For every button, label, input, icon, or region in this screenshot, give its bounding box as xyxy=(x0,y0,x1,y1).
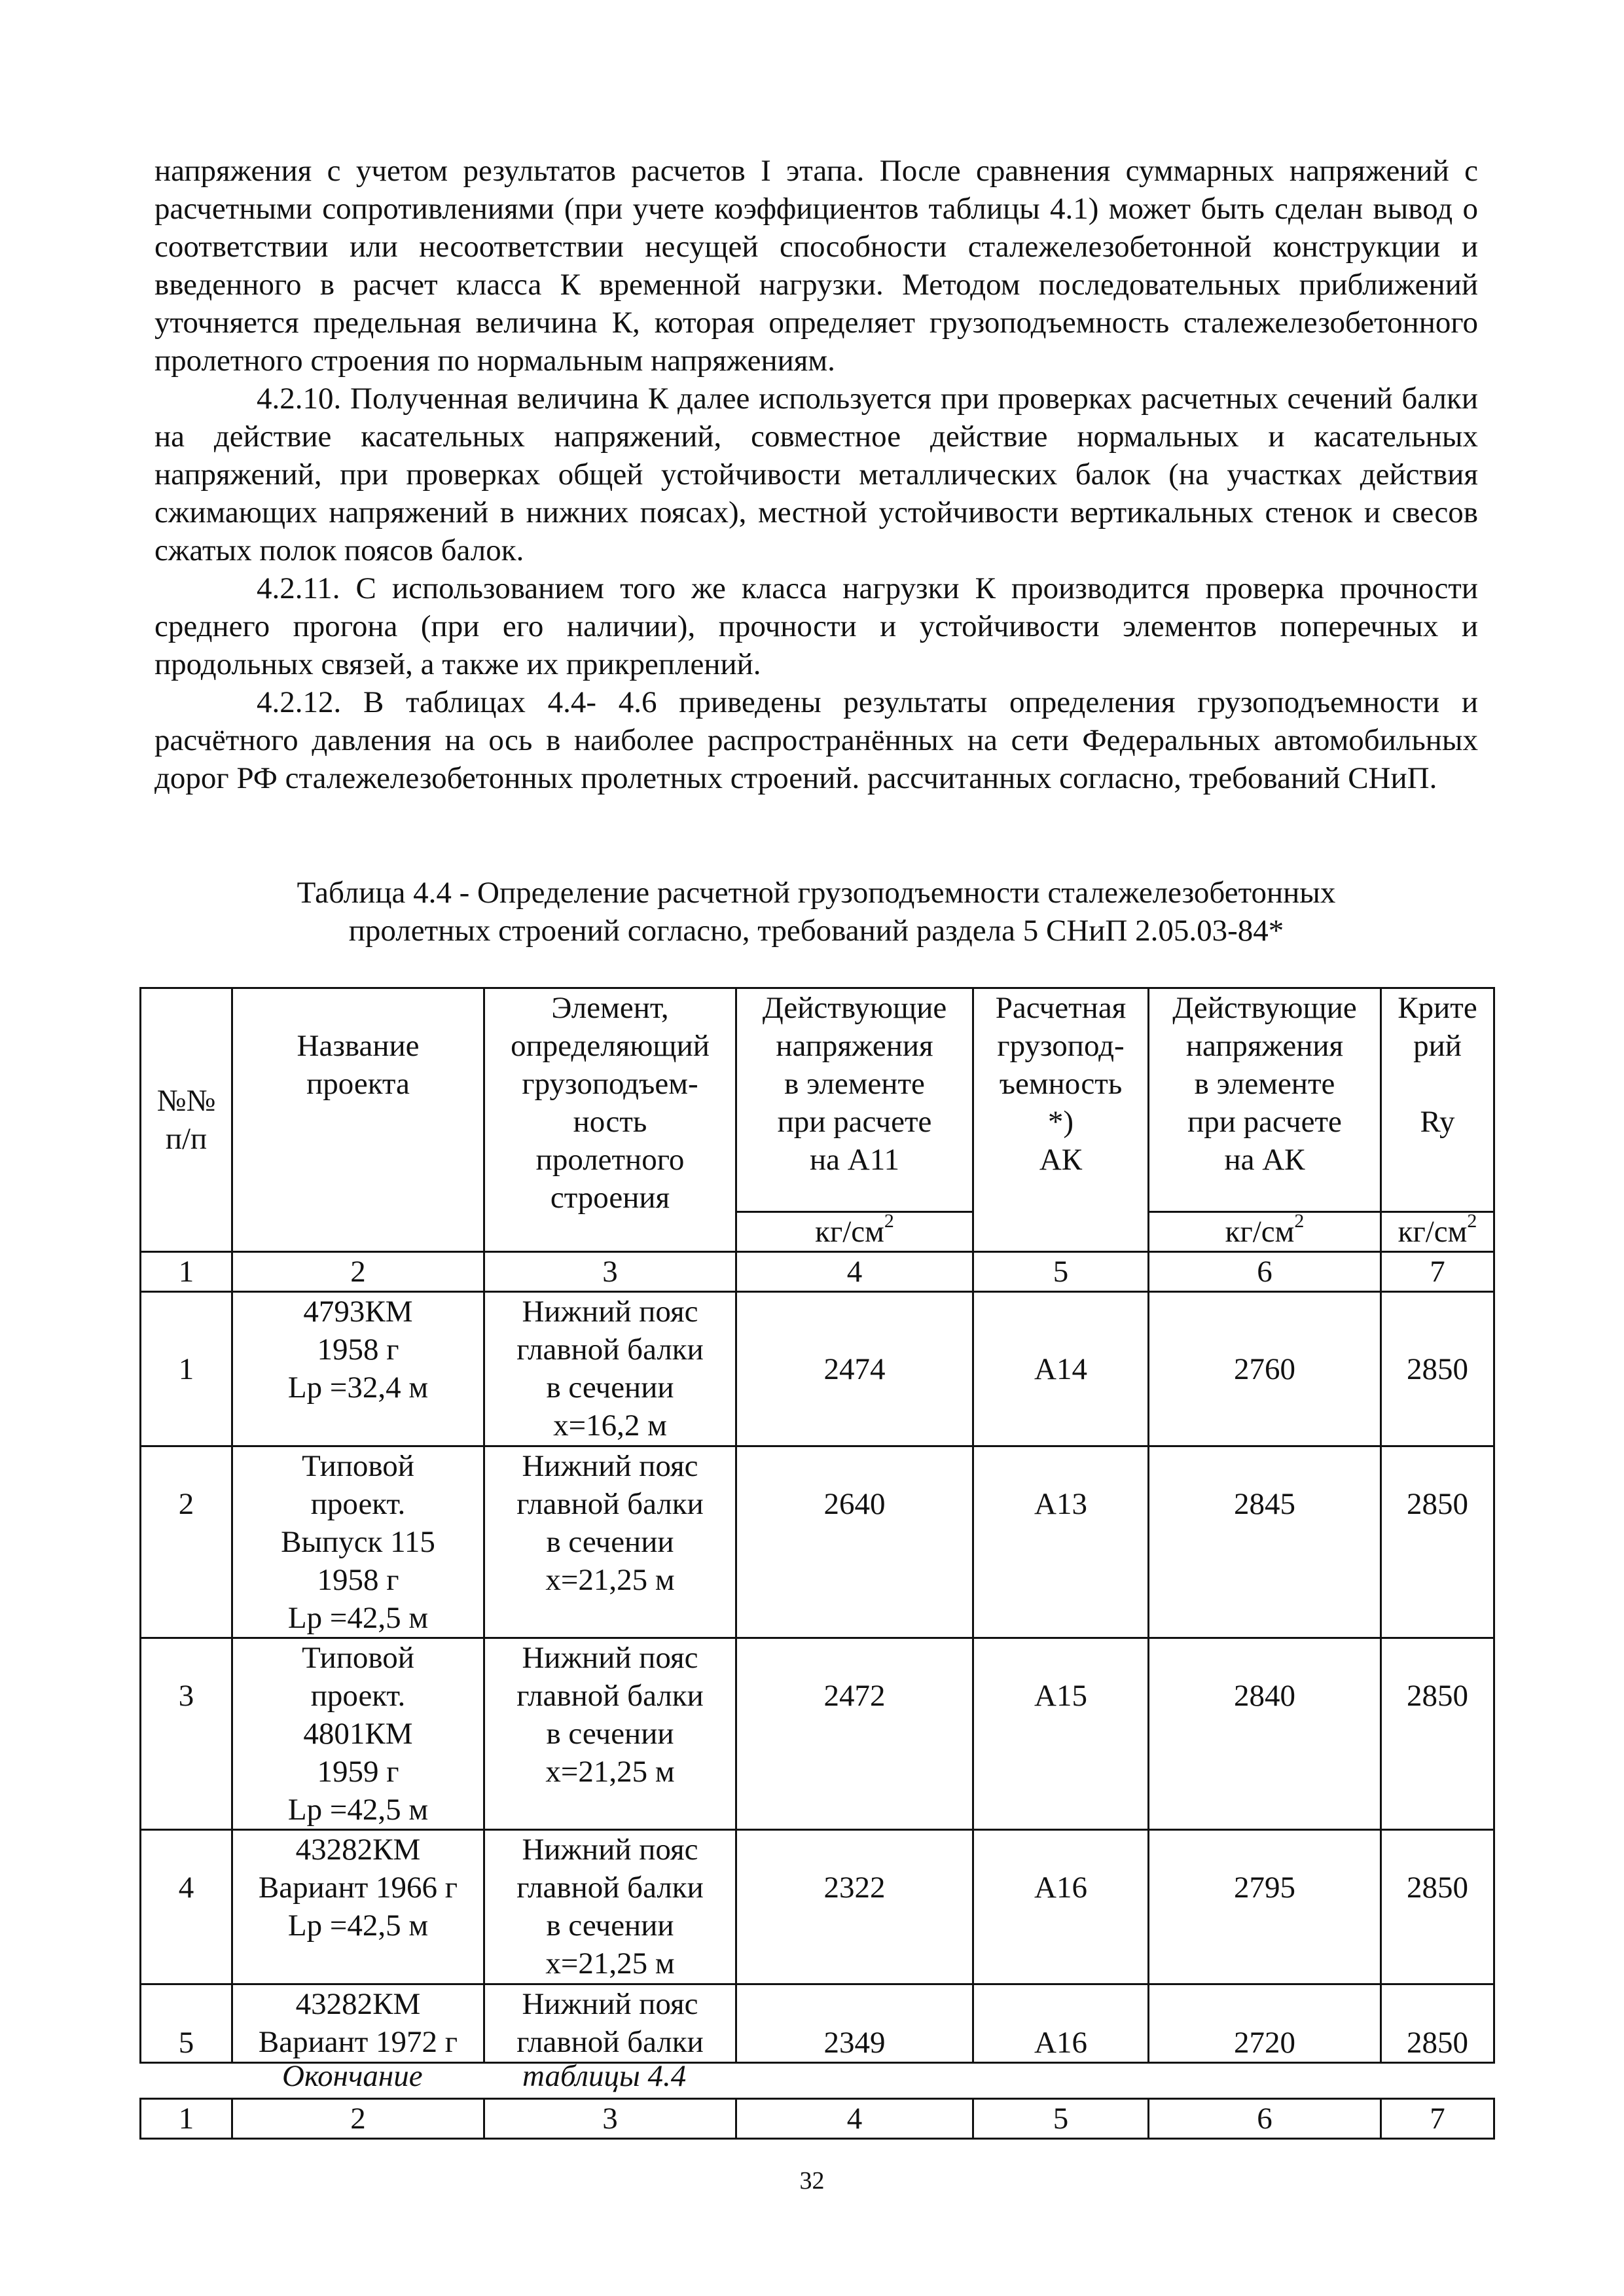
unit-cell: $кг/см^2$ xyxy=(736,1212,973,1252)
unit-cell: $кг/см^2$ xyxy=(1149,1212,1381,1252)
ak-stress-cell: 2795 xyxy=(1149,1830,1381,1984)
header-line: проекта xyxy=(306,1067,410,1101)
ak-stress-cell: 2845 xyxy=(1149,1446,1381,1638)
project-line: Lp =42,5 м xyxy=(287,1909,429,1943)
header-line: рий xyxy=(1413,1029,1462,1063)
column-number: 5 xyxy=(973,2099,1149,2139)
header-cell-capacity xyxy=(973,988,1149,1252)
criterion-cell: 2850 xyxy=(1381,1292,1494,1446)
row-number: 1 xyxy=(141,1292,232,1446)
row-number: 2 xyxy=(141,1446,232,1638)
header-cell-project xyxy=(232,988,484,1252)
element-line: Нижний пояс xyxy=(522,1987,698,2021)
ak-stress-cell: 2760 xyxy=(1149,1292,1381,1446)
element-line: главной балки xyxy=(516,1333,704,1367)
project-line: Lp =42,5 м xyxy=(287,1601,429,1635)
project-cell xyxy=(232,1638,484,1830)
header-line: №№ xyxy=(156,1084,216,1118)
header-line: Ry xyxy=(1420,1105,1455,1139)
column-number: 7 xyxy=(1381,2099,1494,2139)
element-line: главной балки xyxy=(516,1487,704,1521)
element-cell xyxy=(484,1638,736,1830)
element-cell xyxy=(484,1830,736,1984)
project-line: проект. xyxy=(310,1487,406,1521)
element-line: Нижний пояс xyxy=(522,1641,698,1675)
capacity-cell: А15 xyxy=(973,1638,1149,1830)
continuation-word-1: Окончание xyxy=(282,2059,423,2093)
a11-stress-cell: 2472 xyxy=(736,1638,973,1830)
column-number: 5 xyxy=(973,1252,1149,1292)
column-number-row xyxy=(141,1252,1494,1292)
header-row xyxy=(141,988,1494,1212)
row-number: 4 xyxy=(141,1830,232,1984)
element-line: x=21,25 м xyxy=(545,1946,675,1981)
page-number: 32 xyxy=(799,2167,825,2195)
project-cell xyxy=(232,1984,484,2063)
project-line: Lp =32,4 м xyxy=(287,1371,429,1405)
header-line: ность xyxy=(573,1105,647,1139)
element-line: x=21,25 м xyxy=(545,1563,675,1597)
element-line: в сечении xyxy=(546,1525,674,1559)
ak-stress-cell: 2840 xyxy=(1149,1638,1381,1830)
table-row xyxy=(141,1638,1494,1830)
column-number: 3 xyxy=(484,1252,736,1292)
element-cell xyxy=(484,1446,736,1638)
project-cell xyxy=(232,1292,484,1446)
header-line: на А11 xyxy=(810,1143,899,1177)
header-line: *) xyxy=(1047,1105,1074,1139)
element-line: Нижний пояс xyxy=(522,1833,698,1867)
header-line: п/п xyxy=(165,1122,208,1156)
element-line: x=16,2 м xyxy=(553,1408,667,1443)
capacity-cell: А16 xyxy=(973,1830,1149,1984)
column-number: 1 xyxy=(141,1252,232,1292)
project-line: 1959 г xyxy=(317,1755,399,1789)
element-line: в сечении xyxy=(546,1371,674,1405)
a11-stress-cell: 2640 xyxy=(736,1446,973,1638)
header-line: Действующие xyxy=(762,991,947,1025)
project-line: Вариант 1972 г xyxy=(258,2025,458,2059)
element-line: x=21,25 м xyxy=(545,1755,675,1789)
a11-stress-cell: 2322 xyxy=(736,1830,973,1984)
paragraph-1: напряжения с учетом результатов расчетов I этапа. После сравнения суммарных напряжений с расчетными сопротивлениями (при учете коэффициентов таблицы 4.1) может быть сделан вывод о соответствии или несоответствии несущей способности сталежелезобетонной конструкции и введенного в расчет класса К временной нагрузки. Методом последовательных приближений уточняется предельная величина К, которая определяет грузоподъемность сталежелезобетонного пролетного строения по нормальным напряжениям. xyxy=(154,154,1478,378)
element-line: главной балки xyxy=(516,1871,704,1905)
project-line: Типовой xyxy=(302,1449,414,1483)
table-caption-line-1: Таблица 4.4 - Определение расчетной грузоподъемности сталежелезобетонных xyxy=(297,876,1336,910)
column-number: 3 xyxy=(484,2099,736,2139)
header-line: Название xyxy=(297,1029,420,1063)
header-line: грузоподъем- xyxy=(522,1067,698,1101)
capacity-table xyxy=(139,987,1495,2064)
header-line: при расчете xyxy=(1187,1105,1342,1139)
header-line: Крите xyxy=(1398,991,1477,1025)
header-cell-element xyxy=(484,988,736,1252)
criterion-cell: 2850 xyxy=(1381,1830,1494,1984)
paragraph-4-2-12: 4.2.12. В таблицах 4.4- 4.6 приведены результаты определения грузоподъемности и расчётного давления на ось в наиболее распространённых на сети Федеральных автомобильных дорог РФ сталежелезобетонных пролетных строений. рассчитанных согласно, требований СНиП. xyxy=(154,685,1478,795)
element-cell xyxy=(484,1292,736,1446)
criterion-cell: 2850 xyxy=(1381,1638,1494,1830)
header-line: напряжения xyxy=(1185,1029,1344,1063)
criterion-cell: 2850 xyxy=(1381,1446,1494,1638)
header-line: ъемность xyxy=(999,1067,1123,1101)
capacity-cell: А14 xyxy=(973,1292,1149,1446)
column-number-row xyxy=(141,2099,1494,2139)
column-number: 4 xyxy=(736,2099,973,2139)
project-line: Выпуск 115 xyxy=(281,1525,435,1559)
row-number: 5 xyxy=(141,1984,232,2063)
column-number: 7 xyxy=(1381,1252,1494,1292)
header-cell-number xyxy=(141,988,232,1252)
header-line xyxy=(1384,1065,1490,1103)
element-line: главной балки xyxy=(516,2025,704,2059)
a11-stress-cell: 2349 xyxy=(736,1984,973,2063)
element-line: в сечении xyxy=(546,1717,674,1751)
paragraph-4-2-10: 4.2.10. Полученная величина К далее используется при проверках расчетных сечений балки на действие касательных напряжений, совместное действие нормальных и касательных напряжений, при проверках общей устойчивости металлических балок (на участках действия сжимающих напряжений в нижних поясах), местной устойчивости вертикальных стенок и свесов сжатых полок поясов балок. xyxy=(154,382,1478,567)
header-line: при расчете xyxy=(777,1105,932,1139)
element-line: главной балки xyxy=(516,1679,704,1713)
continuation-table xyxy=(139,2098,1495,2140)
column-number: 2 xyxy=(232,2099,484,2139)
project-line: 1958 г xyxy=(317,1563,399,1597)
column-number: 6 xyxy=(1149,1252,1381,1292)
capacity-cell: А13 xyxy=(973,1446,1149,1638)
table-row xyxy=(141,1446,1494,1638)
column-number: 1 xyxy=(141,2099,232,2139)
column-number: 2 xyxy=(232,1252,484,1292)
project-line: 43282КМ xyxy=(295,1833,421,1867)
body-text xyxy=(154,152,1478,797)
project-line: Вариант 1966 г xyxy=(258,1871,458,1905)
header-line: определяющий xyxy=(511,1029,710,1063)
element-line: в сечении xyxy=(546,1909,674,1943)
project-line: Lp =42,5 м xyxy=(287,1793,429,1827)
project-line: Типовой xyxy=(302,1641,414,1675)
header-cell-ak xyxy=(1149,988,1381,1212)
table-caption-line-2: пролетных строений согласно, требований раздела 5 СНиП 2.05.03-84* xyxy=(348,914,1284,948)
header-line: АК xyxy=(1039,1143,1083,1177)
header-line: в элементе xyxy=(784,1067,925,1101)
column-number: 6 xyxy=(1149,2099,1381,2139)
element-cell xyxy=(484,1984,736,2063)
element-line: Нижний пояс xyxy=(522,1449,698,1483)
capacity-cell: А16 xyxy=(973,1984,1149,2063)
header-line: Действующие xyxy=(1172,991,1357,1025)
criterion-cell: 2850 xyxy=(1381,1984,1494,2063)
unit-cell: $кг/см^2$ xyxy=(1381,1212,1494,1252)
project-cell xyxy=(232,1446,484,1638)
header-line: строения xyxy=(550,1181,670,1215)
table-caption xyxy=(154,874,1478,950)
project-line: 4793КМ xyxy=(303,1295,413,1329)
paragraph-4-2-11: 4.2.11. С использованием того же класса нагрузки К производится проверка прочности среднего прогона (при его наличии), прочности и устойчивости элементов поперечных и продольных связей, а также их прикреплений. xyxy=(154,571,1478,681)
project-line: проект. xyxy=(310,1679,406,1713)
table-row xyxy=(141,1292,1494,1446)
header-line: Элемент, xyxy=(551,991,669,1025)
table-row xyxy=(141,1830,1494,1984)
header-line: на АК xyxy=(1224,1143,1305,1177)
header-line: грузопод- xyxy=(997,1029,1125,1063)
column-number: 4 xyxy=(736,1252,973,1292)
row-number: 3 xyxy=(141,1638,232,1830)
header-line: напряжения xyxy=(776,1029,933,1063)
header-line: пролетного xyxy=(535,1143,685,1177)
project-line: 4801КМ xyxy=(303,1717,413,1751)
project-cell xyxy=(232,1830,484,1984)
header-line: Расчетная xyxy=(995,991,1127,1025)
continuation-word-2: таблицы 4.4 xyxy=(522,2059,687,2093)
element-line: Нижний пояс xyxy=(522,1295,698,1329)
header-cell-criterion xyxy=(1381,988,1494,1212)
project-line: 1958 г xyxy=(317,1333,399,1367)
table-row xyxy=(141,1984,1494,2063)
project-line: 43282КМ xyxy=(295,1987,421,2021)
ak-stress-cell: 2720 xyxy=(1149,1984,1381,2063)
a11-stress-cell: 2474 xyxy=(736,1292,973,1446)
header-line: в элементе xyxy=(1194,1067,1335,1101)
header-cell-a11 xyxy=(736,988,973,1212)
